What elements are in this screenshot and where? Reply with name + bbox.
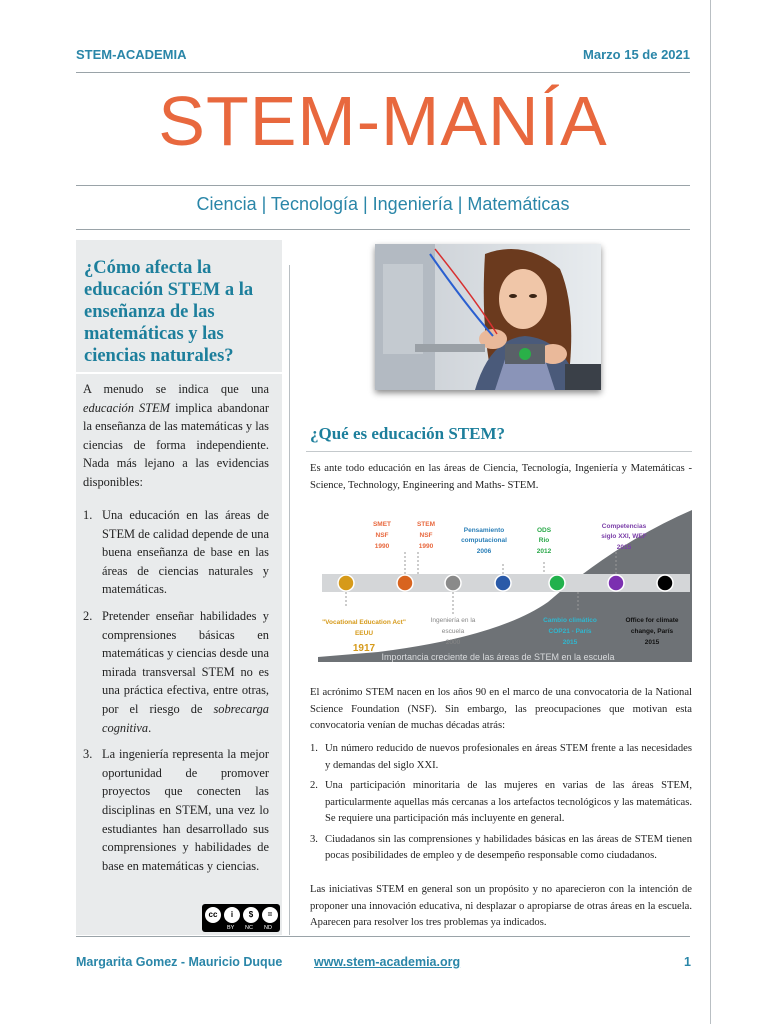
list-item: 2. Una participación minoritaria de las mujeres en varias de las áreas STEM, particularmente aquellas más cercanas a los artefactos tecnológicos y las matemáticas. Se requiere una participación más incluyente en general. xyxy=(310,780,692,824)
footer-authors: Margarita Gomez - Mauricio Duque xyxy=(76,955,283,969)
tl-label: Ingeniería en la xyxy=(430,617,476,624)
masthead-tagline: Ciencia | Tecnología | Ingeniería | Matemáticas xyxy=(196,194,570,214)
article-title: ¿Qué es educación STEM? xyxy=(310,424,506,443)
tl-label: Cambio climático xyxy=(543,617,597,624)
article-rule xyxy=(306,451,692,452)
article-list xyxy=(310,741,692,869)
article-paragraph-2: Las iniciativas STEM en general son un propósito y no aparecieron con la intención de proponer una innovación educativa, ni desplazar o apropiarse de otras áreas en la escuela. Aparecen para resolver los tres problemas ya indicados. xyxy=(310,884,692,928)
timeline-dot xyxy=(445,575,461,591)
footer-rule xyxy=(76,936,690,937)
timeline-dot xyxy=(549,575,565,591)
tl-label: Competencias xyxy=(601,523,647,530)
tl-label: STEM xyxy=(416,521,436,528)
tl-label: 2000 xyxy=(445,639,461,646)
tl-label: 1990 xyxy=(374,543,390,550)
list-item: 3. Ciudadanos sin las comprensiones y habilidades básicas en las áreas de STEM tienen pocas posibilidades de empleo y de desempeño responsable como ciudadanos. xyxy=(310,833,692,861)
masthead-rule-bottom xyxy=(76,229,690,230)
tl-label: Office for climate xyxy=(625,617,679,624)
column-divider xyxy=(289,265,290,935)
tl-label: NSF xyxy=(375,532,389,539)
tl-label: escuela xyxy=(441,628,465,635)
header-date: Marzo 15 de 2021 xyxy=(583,47,690,62)
header-rule xyxy=(76,72,690,73)
tl-label: 2012 xyxy=(536,548,552,555)
page-number: 1 xyxy=(684,955,691,969)
noncommercial-icon: $ xyxy=(243,907,259,923)
tl-label: 1990 xyxy=(418,543,434,550)
creative-commons-badge xyxy=(202,904,280,932)
tl-label: 2015 xyxy=(644,639,660,646)
timeline-dot xyxy=(608,575,624,591)
sidebar-title: ¿Cómo afecta la educación STEM a la enseñanza de las matemáticas y las ciencias naturales? xyxy=(84,258,254,366)
license-nc: NC xyxy=(245,925,253,931)
list-item: 2. Pretender enseñar habilidades y comprensiones básicas en matemáticas y ciencias desde una mirada transversal STEM no es una práctica efectiva, entre otras, por el riesgo de sobrecarga cognitiva. xyxy=(83,608,269,735)
tl-label: Rio xyxy=(538,537,550,544)
tl-label: change, París xyxy=(630,628,674,635)
tl-label: 1917 xyxy=(352,643,376,654)
page-edge xyxy=(710,0,711,1024)
timeline-dot xyxy=(495,575,511,591)
student-robot-image xyxy=(375,244,601,390)
article-intro: Es ante todo educación en las áreas de Ciencia, Tecnología, Ingeniería y Matemáticas - Science, Technology, Engineering and Maths- STEM. xyxy=(310,463,692,491)
list-item: 1. Un número reducido de nuevos profesionales en áreas STEM frente a las necesidades y demandas del siglo XXI. xyxy=(310,743,692,771)
tl-label: SMET xyxy=(372,521,392,528)
list-item: 1. Una educación en las áreas de STEM de calidad depende de una buena enseñanza de base en las áreas de ciencias naturales y matemáticas. xyxy=(83,508,269,597)
timeline-dot xyxy=(397,575,413,591)
header-org: STEM-ACADEMIA xyxy=(76,47,187,62)
tl-label: NSF xyxy=(419,532,433,539)
tl-label: EEUU xyxy=(354,630,374,637)
student-photo xyxy=(375,244,601,390)
tl-label: 2015 xyxy=(616,544,632,551)
cc-icon: cc xyxy=(205,907,221,923)
tl-label: Pensamiento xyxy=(463,527,505,534)
tl-label: "Vocational Education Act" xyxy=(322,619,406,626)
attribution-icon: i xyxy=(224,907,240,923)
timeline-caption: Importancia creciente de las áreas de STEM en la escuela xyxy=(381,652,615,662)
tl-label: COP21 - París xyxy=(548,628,592,635)
noderivatives-icon: = xyxy=(262,907,278,923)
article-paragraph-1: El acrónimo STEM nacen en los años 90 en el marco de una convocatoria de la National Science Foundation (NSF). Sin embargo, las preocupaciones que motivan esta convocatoria venían de muchas décadas atrás: xyxy=(310,687,692,731)
list-item: 3. La ingeniería representa la mejor oportunidad de promover proyectos que conecten las disciplinas en STEM, una vez lo estudiantes han desarrollado sus comprensiones y habilidades de base en matemáticas y ciencias. xyxy=(83,747,269,873)
timeline-dot xyxy=(338,575,354,591)
tl-label: siglo XXI, WEF xyxy=(601,533,647,540)
license-by: BY xyxy=(227,925,235,931)
sidebar-list xyxy=(83,506,269,883)
tl-label: 2006 xyxy=(476,548,492,555)
stem-timeline xyxy=(318,502,692,664)
tl-label: computacional xyxy=(461,537,507,544)
footer-website-link[interactable]: www.stem-academia.org xyxy=(314,955,461,969)
timeline-dot xyxy=(657,575,673,591)
tl-label: ODS xyxy=(536,527,552,534)
tl-label: 2015 xyxy=(562,639,578,646)
masthead-rule-top xyxy=(76,185,690,186)
sidebar-divider xyxy=(76,372,282,374)
sidebar-intro: A menudo se indica que una educación STEM implica abandonar la enseñanza de las matemáticas y las ciencias de forma independiente. Nada más lejano a las evidencias disponibles: xyxy=(83,382,269,489)
masthead-title: STEM-MANÍA xyxy=(158,82,608,160)
license-nd: ND xyxy=(264,925,272,931)
